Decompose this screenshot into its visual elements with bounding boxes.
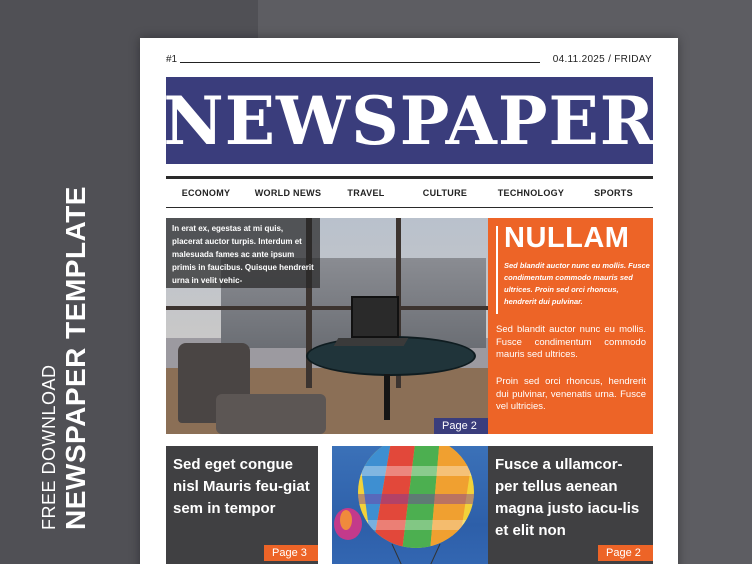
newspaper-page (140, 38, 678, 564)
side-banner-big: NEWSPAPER TEMPLATE (60, 186, 91, 530)
feature-lead: Sed blandit auctor nunc eu mollis. Fusce condimentum commodo mauris sed ultrices. Proin sed orci rhoncus, hendrerit dui pulvinar. (504, 261, 650, 306)
side-banner (38, 160, 92, 530)
nav-culture[interactable]: CULTURE (422, 188, 468, 198)
nav-travel[interactable]: TRAVEL (347, 188, 385, 198)
nav-sports[interactable]: SPORTS (594, 188, 633, 198)
story-left-page-tag[interactable]: Page 3 (264, 545, 318, 561)
nav-technology[interactable]: TECHNOLOGY (497, 188, 565, 198)
feature-story-box (488, 218, 653, 434)
section-nav (166, 179, 653, 207)
feature-paragraph-1: Sed blandit auctor nunc eu mollis. Fusce condimentum commodo mauris sed ultrices. (496, 324, 646, 360)
issue-row (166, 54, 652, 68)
photo-page-tag[interactable]: Page 2 (434, 418, 488, 434)
story-right-page-tag[interactable]: Page 2 (598, 545, 653, 561)
side-banner-small: FREE DOWNLOAD (39, 364, 59, 530)
feature-accent-bar (496, 226, 498, 314)
nav-bottom-rule (166, 207, 653, 208)
background-top-left (0, 0, 258, 40)
masthead-title: NEWSPAPER (166, 77, 653, 164)
story-left-headline: Sed eget congue nisl Mauris feu-giat sem in tempor (173, 456, 310, 517)
photo-caption: In erat ex, egestas at mi quis, placerat auctor turpis. Interdum et malesuada fames ac ante ipsum primis in faucibus. Quisque hendrerit urna in velit vehic- (166, 218, 320, 288)
nav-economy[interactable]: ECONOMY (181, 188, 231, 198)
issue-number: #1 (166, 54, 178, 65)
story-right-headline: Fusce a ullamcor-per tellus aenean magna justo iacu-lis et elit non (495, 456, 640, 539)
issue-date: 04.11.2025 / FRIDAY (552, 54, 652, 65)
issue-divider (180, 62, 540, 63)
feature-headline: NULLAM (504, 222, 630, 254)
feature-paragraph-2: Proin sed orci rhoncus, hendrerit dui pulvinar, venenatis urna. Fusce vel ultricies. (496, 376, 646, 412)
balloon-photo (332, 446, 488, 564)
nav-world-news[interactable]: WORLD NEWS (254, 188, 322, 198)
